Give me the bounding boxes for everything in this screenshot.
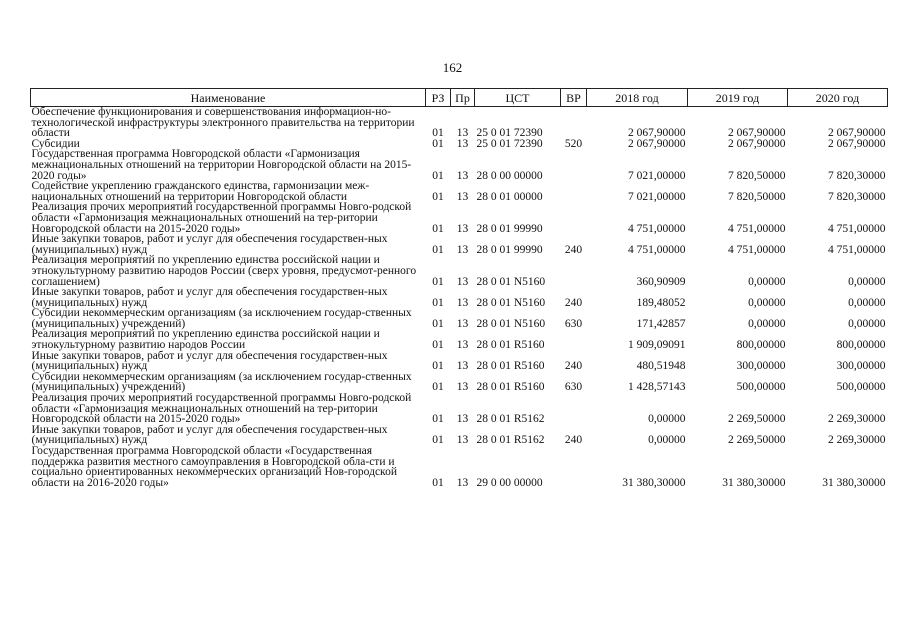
row-vr: [561, 149, 587, 181]
row-pr: 13: [456, 381, 469, 394]
row-rz: 01: [432, 275, 444, 288]
row-pr: 13: [456, 339, 469, 352]
row-cst: 28 0 01 N5160: [476, 275, 546, 288]
row-value-2019: 300,00000: [736, 360, 786, 373]
row-vr: [561, 255, 587, 287]
row-cst: 28 0 01 R5160: [476, 339, 545, 352]
row-value-2019: 7 820,50000: [728, 190, 786, 203]
row-vr: 630: [564, 381, 583, 394]
row-name: Иные закупки товаров, работ и услуг для обеспечения государствен-ных (муниципальных) нужд: [31, 349, 388, 373]
row-value-2018: 31 380,30000: [622, 476, 686, 489]
table-row: [31, 446, 888, 488]
row-name: Обеспечение функционирования и совершенствования информацион-но- технологической инфраструктуры электронного правительства на территории области: [31, 106, 415, 140]
table-row: [31, 255, 888, 287]
row-value-2020: 2 269,30000: [828, 434, 886, 447]
row-value-2020: 0,00000: [848, 317, 886, 330]
row-value-2019: 800,00000: [736, 339, 786, 352]
row-value-2020: 7 820,30000: [828, 190, 886, 203]
row-value-2019: 7 820,50000: [728, 169, 786, 182]
row-name: Реализация мероприятий по укреплению единства российской нации и этнокультурному развитию народов России (сверх уровня, предусмот-ренного соглашением): [31, 254, 417, 288]
row-value-2019: 4 751,00000: [728, 243, 786, 256]
row-rz: 01: [432, 127, 444, 140]
row-value-2018: 189,48052: [636, 296, 686, 309]
table-row: [31, 107, 888, 139]
table-row: [31, 308, 888, 329]
row-value-2019: 0,00000: [748, 317, 786, 330]
row-value-2020: 300,00000: [836, 360, 886, 373]
row-name: Иные закупки товаров, работ и услуг для обеспечения государствен-ных (муниципальных) нужд: [31, 286, 388, 309]
header-2019: 2019 год: [688, 89, 788, 107]
row-name: Иные закупки товаров, работ и услуг для обеспечения государствен-ных (муниципальных) нужд: [31, 233, 388, 256]
row-rz: 01: [432, 169, 444, 182]
row-rz: 01: [432, 360, 444, 373]
row-value-2020: 0,00000: [848, 296, 886, 309]
header-cst: ЦСТ: [475, 89, 561, 107]
row-cst: 28 0 00 00000: [476, 169, 543, 182]
row-cst: 28 0 01 99990: [476, 222, 543, 235]
row-value-2018: 2 067,90000: [628, 127, 686, 140]
row-pr: 13: [456, 275, 469, 288]
row-value-2020: 0,00000: [848, 275, 886, 288]
header-2018: 2018 год: [587, 89, 688, 107]
row-pr: 13: [456, 317, 469, 330]
table-row: [31, 425, 888, 446]
row-rz: 01: [432, 222, 444, 235]
table-row: [31, 372, 888, 393]
row-pr: 13: [456, 127, 469, 140]
row-pr: 13: [456, 190, 469, 203]
row-pr: 13: [456, 296, 469, 309]
row-cst: 28 0 01 99990: [476, 243, 543, 256]
row-rz: 01: [432, 476, 444, 489]
row-vr: [561, 107, 587, 139]
row-cst: 28 0 01 N5160: [476, 317, 546, 330]
row-value-2018: 1 909,09091: [628, 339, 686, 352]
row-rz: 01: [432, 243, 444, 256]
row-value-2020: 4 751,00000: [828, 243, 886, 256]
row-cst: 25 0 01 72390: [476, 137, 543, 150]
row-name: Субсидии некоммерческим организациям (за исключением государ-ственных (муниципальных) учреждений): [31, 370, 412, 394]
budget-table: [30, 88, 888, 488]
row-name: Государственная программа Новгородской области «Государственная поддержка развития местного самоуправления в Новгородской обла-сти и социально ориентированных некоммерческих организаций Нов-городской области на 2016-2020 годы»: [31, 445, 397, 489]
row-value-2020: 2 067,90000: [828, 137, 886, 150]
table-body: [31, 107, 888, 489]
row-value-2020: 31 380,30000: [822, 476, 886, 489]
row-value-2018: 1 428,57143: [628, 381, 686, 394]
table-header-row: [31, 89, 888, 107]
row-rz: 01: [432, 413, 444, 426]
header-rz: РЗ: [426, 89, 451, 107]
row-value-2018: 171,42857: [636, 317, 686, 330]
row-pr: 13: [456, 476, 469, 489]
row-cst: 28 0 01 R5160: [476, 360, 545, 373]
row-vr: 240: [564, 360, 583, 373]
header-name: Наименование: [31, 89, 426, 107]
row-rz: 01: [432, 434, 444, 447]
row-value-2019: 31 380,30000: [722, 476, 786, 489]
row-cst: 28 0 01 R5160: [476, 381, 545, 394]
row-vr: 240: [564, 243, 583, 256]
row-value-2020: 4 751,00000: [828, 222, 886, 235]
row-value-2018: 4 751,00000: [628, 243, 686, 256]
row-pr: 13: [456, 434, 469, 447]
row-value-2020: 2 269,30000: [828, 413, 886, 426]
table-row: [31, 393, 888, 425]
row-vr: [561, 202, 587, 234]
table-row: [31, 149, 888, 181]
row-value-2019: 2 269,50000: [728, 413, 786, 426]
row-vr: [561, 446, 587, 488]
row-cst: 28 0 01 N5160: [476, 296, 546, 309]
row-value-2020: 800,00000: [836, 339, 886, 352]
row-rz: 01: [432, 317, 444, 330]
row-rz: 01: [432, 339, 444, 352]
row-value-2019: 2 269,50000: [728, 434, 786, 447]
row-pr: 13: [456, 360, 469, 373]
table-row: [31, 287, 888, 308]
row-cst: 25 0 01 72390: [476, 127, 543, 140]
row-name: Государственная программа Новгородской области «Гармонизация межнациональных отношений на территории Новгородской области на 2015-2020 годы»: [31, 148, 412, 182]
row-pr: 13: [456, 137, 469, 150]
row-value-2018: 0,00000: [648, 434, 686, 447]
table-row: [31, 202, 888, 234]
row-pr: 13: [456, 169, 469, 182]
row-value-2019: 4 751,00000: [728, 222, 786, 235]
row-cst: 28 0 01 R5162: [476, 413, 545, 426]
page-number: 162: [442, 60, 463, 75]
header-2020: 2020 год: [788, 89, 888, 107]
row-name: Субсидии: [31, 137, 80, 150]
row-value-2018: 7 021,00000: [628, 190, 686, 203]
row-value-2020: 500,00000: [836, 381, 886, 394]
row-value-2019: 0,00000: [748, 275, 786, 288]
row-vr: [561, 393, 587, 425]
row-cst: 28 0 01 R5162: [476, 434, 545, 447]
row-rz: 01: [432, 381, 444, 394]
row-vr: 520: [564, 137, 583, 150]
row-name: Субсидии некоммерческим организациям (за исключением государ-ственных (муниципальных) учреждений): [31, 307, 412, 330]
row-pr: 13: [456, 413, 469, 426]
row-pr: 13: [456, 243, 469, 256]
table-row: [31, 351, 888, 372]
row-value-2018: 0,00000: [648, 413, 686, 426]
header-pr: Пр: [451, 89, 475, 107]
row-pr: 13: [456, 222, 469, 235]
row-name: Реализация мероприятий по укреплению единства российской нации и этнокультурному развитию народов России: [31, 328, 380, 352]
row-value-2018: 4 751,00000: [628, 222, 686, 235]
row-value-2019: 2 067,90000: [728, 127, 786, 140]
row-value-2020: 7 820,30000: [828, 169, 886, 182]
row-value-2018: 2 067,90000: [628, 137, 686, 150]
row-rz: 01: [432, 137, 444, 150]
row-cst: 29 0 00 00000: [476, 476, 543, 489]
row-value-2018: 360,90909: [636, 275, 686, 288]
row-vr: 630: [564, 317, 583, 330]
row-vr: [561, 181, 587, 202]
row-value-2018: 480,51948: [636, 360, 686, 373]
row-rz: 01: [432, 190, 444, 203]
row-name: Реализация прочих мероприятий государственной программы Новго-родской области «Гармонизация межнациональных отношений на тер-ритории Новгородской области на 2015-2020 годы»: [31, 201, 412, 235]
row-value-2020: 2 067,90000: [828, 127, 886, 140]
row-vr: 240: [564, 296, 583, 309]
row-value-2019: 2 067,90000: [728, 137, 786, 150]
table-row: [31, 329, 888, 350]
row-value-2019: 0,00000: [748, 296, 786, 309]
table-row: [31, 234, 888, 255]
row-name: Содействие укреплению гражданского единства, гармонизации меж-национальных отношений на территории Новгородской области: [31, 180, 370, 203]
row-vr: [561, 329, 587, 350]
row-name: Реализация прочих мероприятий государственной программы Новго-родской области «Гармонизация межнациональных отношений на тер-ритории Новгородской области на 2015-2020 годы»: [31, 392, 412, 426]
row-vr: 240: [564, 434, 583, 447]
header-vr: ВР: [561, 89, 587, 107]
table-row: [31, 181, 888, 202]
row-cst: 28 0 01 00000: [476, 190, 543, 203]
row-value-2018: 7 021,00000: [628, 169, 686, 182]
row-name: Иные закупки товаров, работ и услуг для обеспечения государствен-ных (муниципальных) нужд: [31, 423, 388, 447]
row-value-2019: 500,00000: [736, 381, 786, 394]
row-rz: 01: [432, 296, 444, 309]
